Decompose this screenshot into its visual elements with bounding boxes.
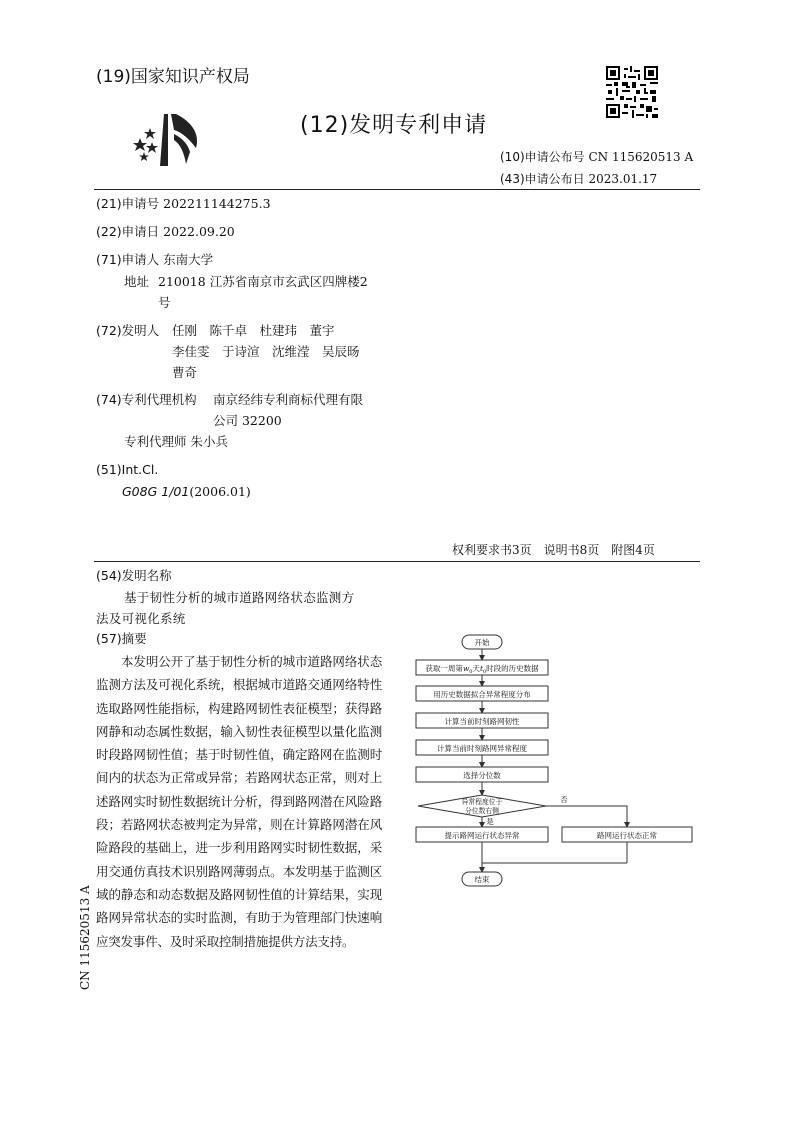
pages-divider bbox=[94, 561, 700, 562]
agent-label: 专利代理师 bbox=[124, 434, 187, 449]
flow-normal-label: 路网运行状态正常 bbox=[597, 831, 657, 840]
office-name: (19)国家知识产权局 bbox=[96, 67, 250, 87]
invention-title-line-1: 基于韧性分析的城市道路网络状态监测方 bbox=[124, 590, 355, 605]
flow-step-3-label: 计算当前时刻路网韧性 bbox=[444, 717, 520, 726]
publication-number-row bbox=[500, 148, 693, 165]
abstract-text: 本发明公开了基于韧性分析的城市道路网络状态监测方法及可视化系统，根据城市道路交通网络特性选取路网性能指标，构建路网韧性表征模型；获得路网静和动态属性数据，输入韧性表征模型以量化监测时段路网韧性值；基于时韧性值，确定路网在监测时间内的状态为正常或异常；若路网状态正常，则对上述路网实时韧性数据统计分析，得到路网潜在风险路段；若路网状态被判定为异常，则在计算路网潜在风险路段的基础上，进一步利用路网实时韧性数据，采用交通仿真技术识别路网薄弱点。本发明基于监测区域的静态和动态数据及路网韧性值的计算结果，实现路网异常状态的实时监测，有助于为管理部门快速响应突发事件、及时采取控制措施提供方法支持。 bbox=[96, 654, 382, 949]
method-flowchart bbox=[412, 630, 696, 892]
flow-yes-label: 是 bbox=[486, 817, 494, 826]
application-number-row bbox=[96, 193, 271, 214]
inventors-line-1: 任刚 陈千卓 杜建玮 董宇 bbox=[172, 323, 335, 338]
address-label: 地址 bbox=[124, 274, 150, 289]
publication-number: CN 115620513 A bbox=[588, 150, 694, 164]
page-count-info: 权利要求书3页 说明书8页 附图4页 bbox=[452, 543, 655, 557]
document-type-title: (12)发明专利申请 bbox=[300, 113, 488, 138]
abstract-label: (57)摘要 bbox=[96, 631, 147, 646]
applicant-label: (71)申请人 bbox=[96, 252, 160, 267]
inventors-line-2: 李佳雯 于诗渲 沈维滢 吴辰旸 bbox=[172, 344, 360, 359]
agency-line-2: 公司 32200 bbox=[213, 413, 282, 428]
intcl-label: (51)Int.Cl. bbox=[96, 462, 159, 477]
flow-start-label: 开始 bbox=[474, 638, 490, 647]
qr-code-icon bbox=[606, 66, 658, 118]
publication-date-label: (43)申请公布日 bbox=[500, 172, 585, 186]
application-date-label: (22)申请日 bbox=[96, 224, 160, 239]
agent-row bbox=[124, 431, 228, 452]
header-divider bbox=[94, 189, 700, 190]
flow-decision-line-2: 分位数右侧 bbox=[465, 807, 499, 815]
flow-step-4-label: 计算当前时刻路网异常程度 bbox=[437, 744, 527, 753]
application-date-row bbox=[96, 221, 235, 242]
flow-abnormal-label: 提示路网运行状态异常 bbox=[444, 831, 520, 840]
application-date: 2022.09.20 bbox=[163, 224, 235, 239]
cnipa-logo-icon bbox=[130, 108, 210, 170]
intcl-code: G08G 1/01 bbox=[122, 484, 190, 499]
flow-no-label: 否 bbox=[560, 795, 568, 804]
intcl-version: (2006.01) bbox=[189, 484, 251, 499]
publication-number-label: (10)申请公布号 bbox=[500, 150, 585, 164]
address-line-2: 号 bbox=[158, 295, 171, 310]
flow-step-1-label: 获取一周第$w_0$天$t_0$时段的历史数据 bbox=[425, 664, 539, 675]
flow-end-label: 结束 bbox=[474, 875, 490, 884]
side-publication-code: CN 115620513 A bbox=[78, 885, 92, 990]
publication-date-row bbox=[500, 170, 657, 187]
invention-title-line-2: 法及可视化系统 bbox=[96, 611, 186, 626]
application-number-label: (21)申请号 bbox=[96, 196, 160, 211]
invention-title-label: (54)发明名称 bbox=[96, 568, 172, 583]
agent: 朱小兵 bbox=[190, 434, 229, 449]
agency-label: (74)专利代理机构 bbox=[96, 392, 197, 407]
inventors-label: (72)发明人 bbox=[96, 323, 160, 338]
agency-line-1: 南京经纬专利商标代理有限 bbox=[213, 392, 364, 407]
application-number: 202211144275.3 bbox=[163, 196, 271, 211]
flow-step-5-label: 选择分位数 bbox=[463, 771, 501, 780]
applicant-row bbox=[96, 249, 213, 270]
intcl-row bbox=[122, 481, 251, 502]
inventors-line-3: 曹奇 bbox=[172, 365, 198, 380]
address-line-1: 210018 江苏省南京市玄武区四牌楼2 bbox=[158, 274, 368, 289]
applicant: 东南大学 bbox=[163, 252, 214, 267]
flow-decision-line-1: 异常程度位于 bbox=[461, 798, 503, 806]
flow-step-2-label: 用历史数据拟合异常程度分布 bbox=[433, 690, 531, 699]
publication-date: 2023.01.17 bbox=[588, 172, 658, 186]
